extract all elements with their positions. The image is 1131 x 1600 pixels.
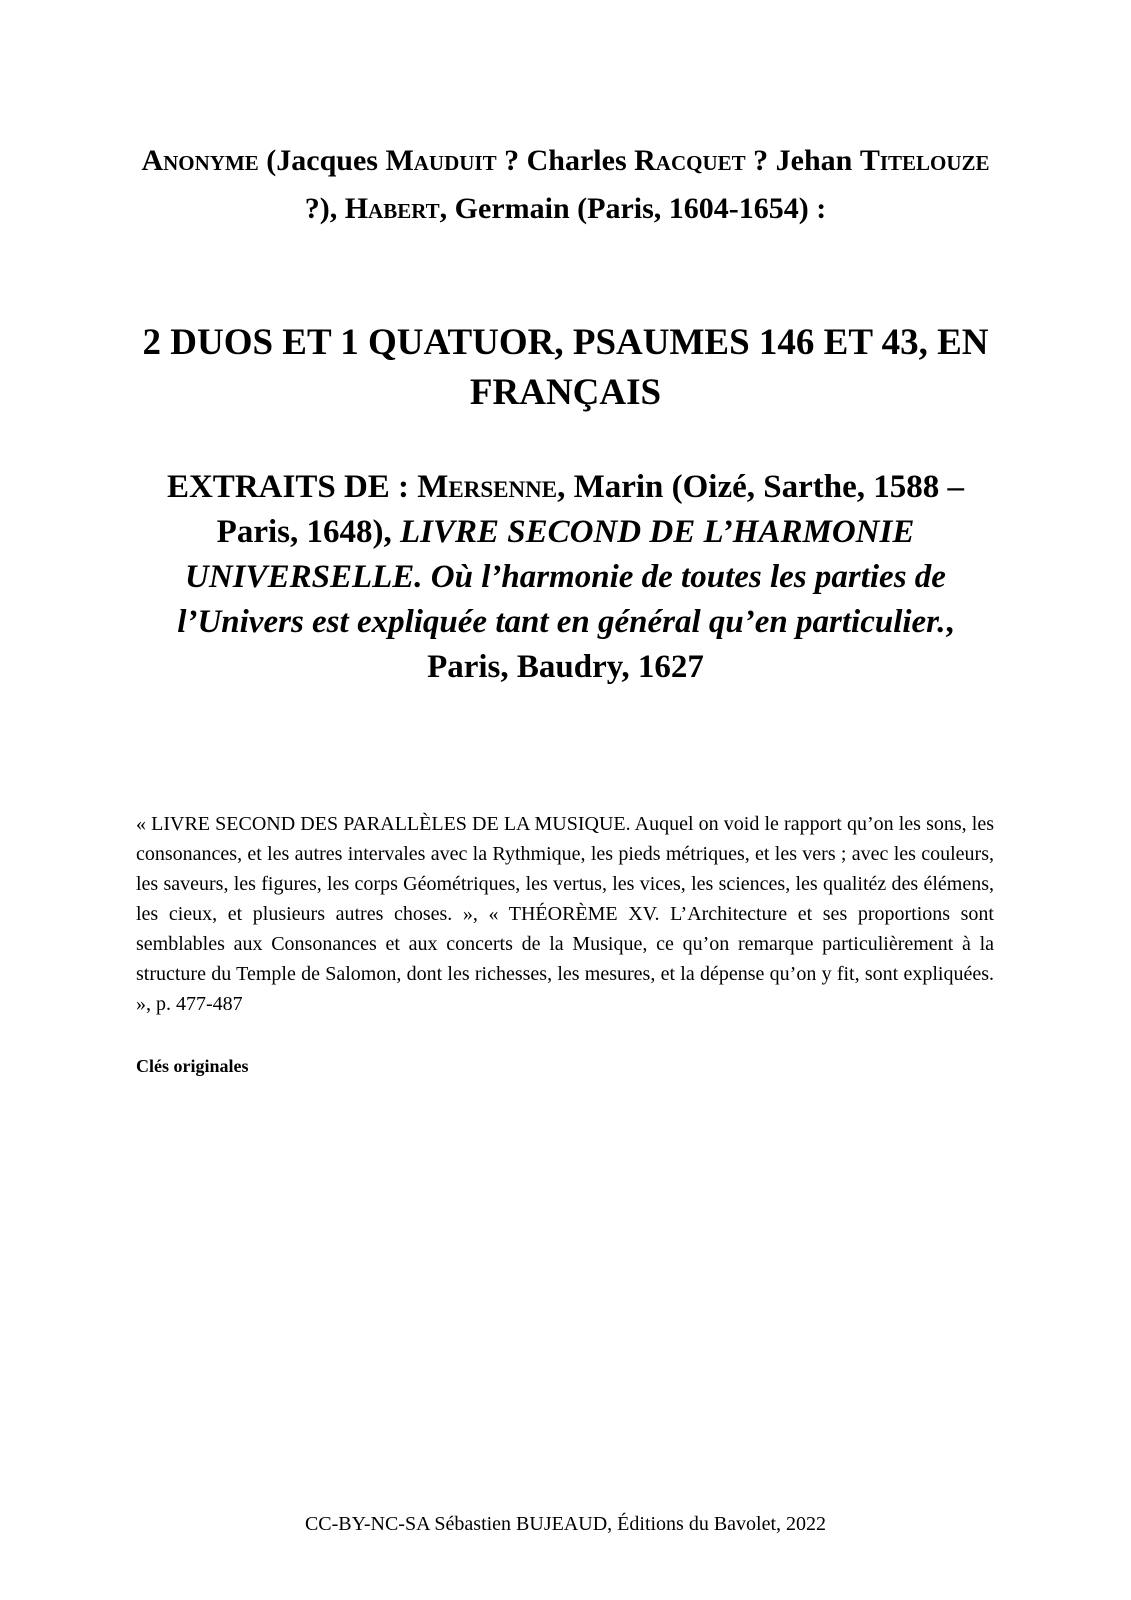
work-title: 2 DUOS ET 1 QUATUOR, PSAUMES 146 ET 43, EN FRANÇAIS xyxy=(142,322,989,413)
author-titelouze: Titelouze xyxy=(859,144,990,177)
source-work-title: LIVRE SECOND DE L’HARMONIE UNIVERSELLE. Où l’harmonie de toutes les parties de l’Univers est expliquée tant en général qu’en particulier. xyxy=(177,514,946,640)
cles-originales-label: Clés originales xyxy=(136,1056,249,1076)
source-author-mersenne: Mersenne xyxy=(417,469,558,505)
description-paragraph: « LIVRE SECOND DES PARALLÈLES DE LA MUSIQUE. Auquel on void le rapport qu’on les sons, les consonances, et les autres intervales avec la Rythmique, les pieds métriques, et les vers ; avec les couleurs, les saveurs, les figures, les corps Géométriques, les vertus, les vices, les sciences, les qualitéz des élémens, les cieux, et plusieurs autres choses. », « THÉORÈME XV. L’Architecture et ses proportions sont semblables aux Consonances et aux concerts de la Musique, ce qu’on remarque particulièrement à la structure du Temple de Salomon, dont les richesses, les mesures, et la dépense qu’on y fit, sont expliquées. », p. 477-487 xyxy=(136,813,994,1015)
authors-separator-3: ?), xyxy=(304,192,345,225)
author-racquet: Racquet xyxy=(634,144,746,177)
source-author-rest: , Marin (Oizé, Sarthe, 1588 – Paris, 1648), xyxy=(216,469,965,550)
source-publication: , Paris, Baudry, 1627 xyxy=(427,604,954,685)
authors-separator-1: ? Charles xyxy=(496,144,635,177)
authors-candidates-open: (Jacques xyxy=(258,144,386,177)
source-heading xyxy=(136,465,995,690)
authors-rest: , Germain (Paris, 1604-1654) : xyxy=(439,192,827,225)
source-prefix: EXTRAITS DE : xyxy=(166,469,418,505)
license-footer: CC-BY-NC-SA Sébastien BUJEAUD, Éditions du Bavolet, 2022 xyxy=(304,1513,827,1535)
authors-heading xyxy=(140,137,991,233)
authors-separator-2: ? Jehan xyxy=(745,144,860,177)
author-anonyme: Anonyme xyxy=(141,144,259,177)
author-habert: Habert xyxy=(344,192,440,225)
author-mauduit: Mauduit xyxy=(385,144,497,177)
